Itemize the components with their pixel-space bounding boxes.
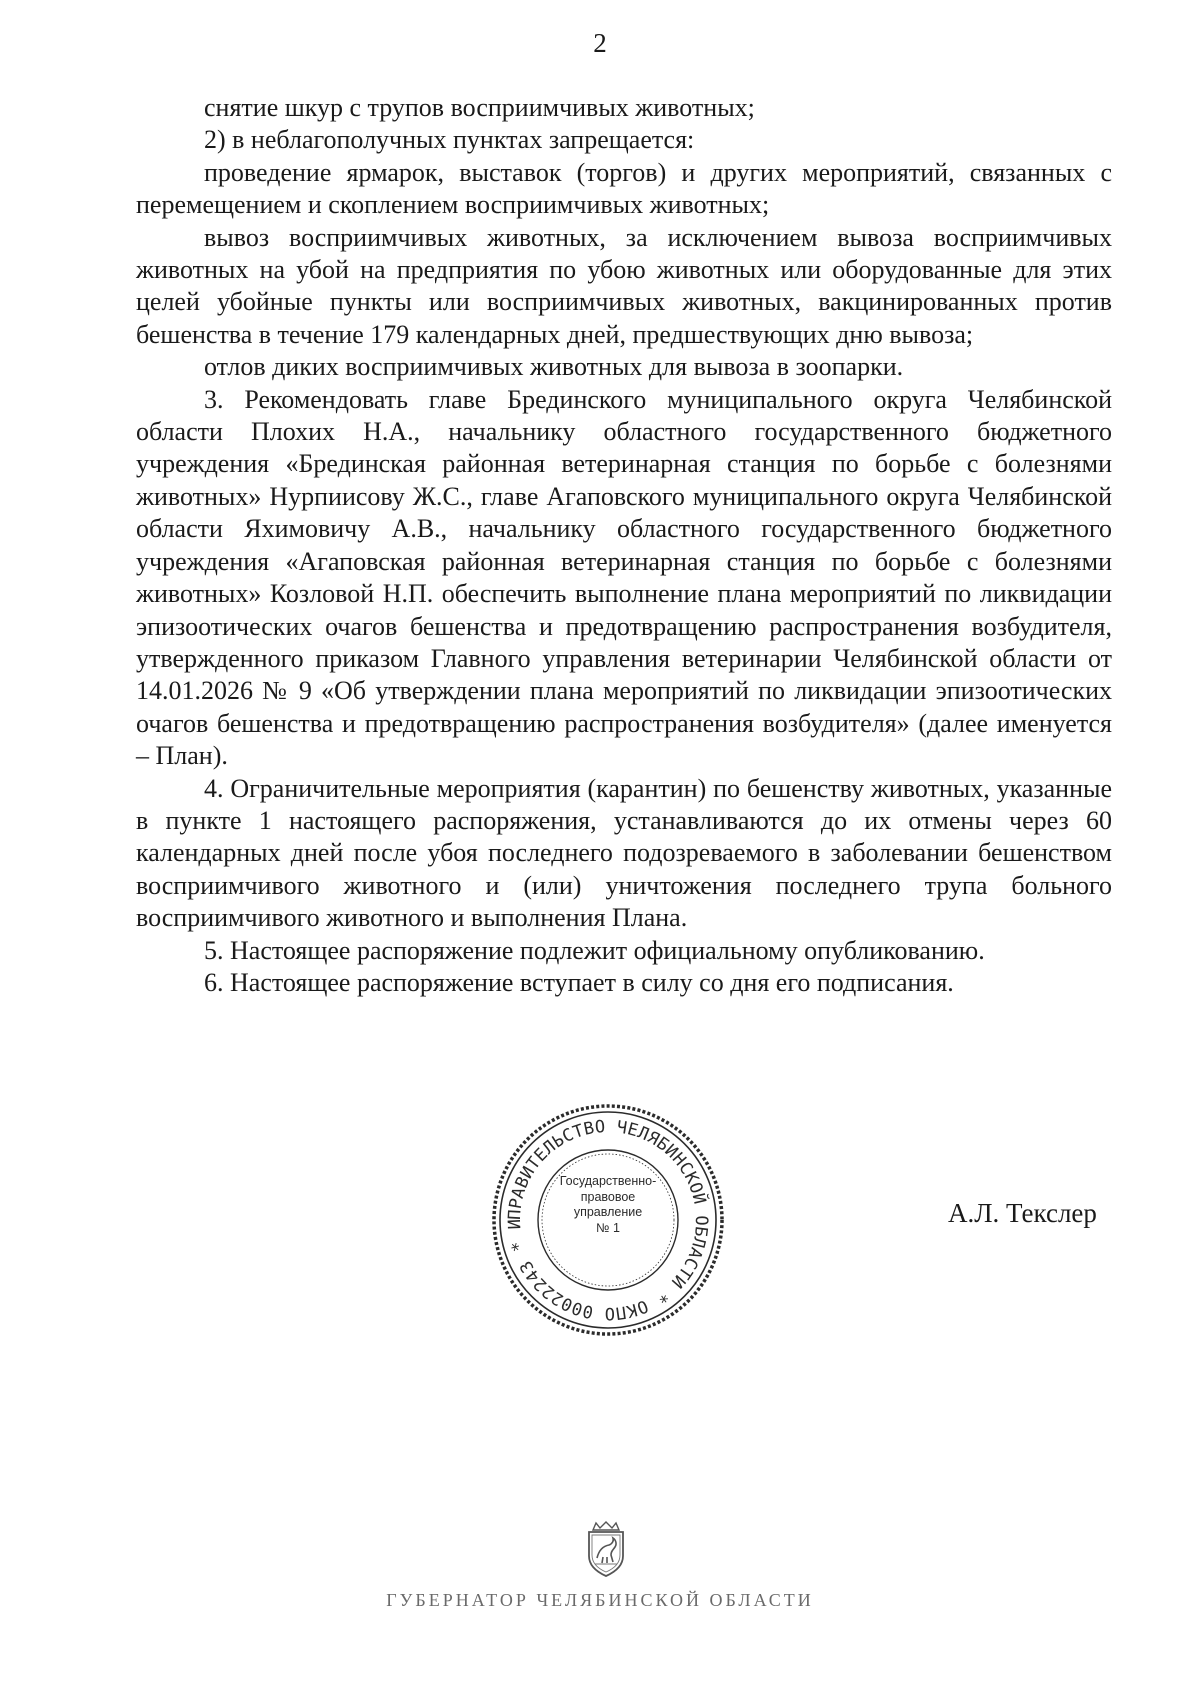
seal-ring-text: ПРАВИТЕЛЬСТВО ЧЕЛЯБИНСКОЙ ОБЛАСТИ * ОКПО 00022243 * И bbox=[504, 1116, 712, 1324]
paragraph-2: 2) в неблагополучных пунктах запрещается: bbox=[204, 125, 695, 155]
seal-center-line: № 1 bbox=[596, 1220, 620, 1235]
seal-center-line: управление bbox=[573, 1205, 643, 1219]
paragraph-item-5: 5. Настоящее распоряжение подлежит официальному опубликованию. bbox=[204, 935, 985, 965]
footer-title: ГУБЕРНАТОР ЧЕЛЯБИНСКОЙ ОБЛАСТИ bbox=[386, 1590, 814, 1610]
paragraph-5: отлов диких восприимчивых животных для вывоза в зоопарки. bbox=[204, 352, 904, 382]
signatory-name: А.Л. Текслер bbox=[948, 1198, 1097, 1228]
paragraph-1: снятие шкур с трупов восприимчивых животных; bbox=[204, 93, 755, 122]
paragraph-3: проведение ярмарок, выставок (торгов) и других мероприятий, связанных с перемещением и скоплением восприимчивых животных; bbox=[136, 157, 1112, 220]
paragraph-item-6: 6. Настоящее распоряжение вступает в силу со дня его подписания. bbox=[204, 967, 954, 997]
paragraph-4: вывоз восприимчивых животных, за исключением вывоза восприимчивых животных на убой на предприятия по убою животных или оборудованные для этих целей убойные пункты или восприимчивых животных, вакцинированных против бешенства в течение 179 календарных дней, предшествующих дню вывоза; bbox=[136, 222, 1112, 349]
paragraph-item-4: 4. Ограничительные мероприятия (карантин) по бешенству животных, указанные в пункте 1 настоящего распоряжения, устанавливаются до их отмены через 60 календарных дней после убоя последнего подозреваемого в заболевании бешенством восприимчивого животного и (или) уничтожения последнего трупа больного восприимчивого животного и выполнения Плана. bbox=[136, 773, 1112, 933]
chelyabinsk-coat-of-arms-icon bbox=[581, 1520, 631, 1578]
seal-center-line: Государственно- bbox=[559, 1174, 657, 1188]
seal-center-text bbox=[556, 1174, 660, 1266]
document-body bbox=[136, 92, 1112, 999]
page-number: 2 bbox=[593, 28, 607, 58]
paragraph-item-3: 3. Рекомендовать главе Брединского муниципального округа Челябинской области Плохих Н.А., начальнику областного государственного бюджетного учреждения «Брединская районная ветеринарная станция по борьбе с болезнями животных» Нурпиисову Ж.С., главе Агаповского муниципального округа Челябинской области Яхимовичу А.В., начальнику областного государственного бюджетного учреждения «Агаповская районная ветеринарная станция по борьбе с болезнями животных» Козловой Н.П. обеспечить выполнение плана мероприятий по ликвидации эпизоотических очагов бешенства и предотвращению распространения возбудителя, утвержденного приказом Главного управления ветеринарии Челябинской области от 14.01.2026 № 9 «Об утверждении плана мероприятий по ликвидации эпизоотических очагов бешенства и предотвращению распространения возбудителя» (далее именуется – План). bbox=[136, 384, 1112, 771]
seal-center-line: правовое bbox=[580, 1189, 636, 1204]
official-seal-stamp bbox=[488, 1100, 728, 1340]
